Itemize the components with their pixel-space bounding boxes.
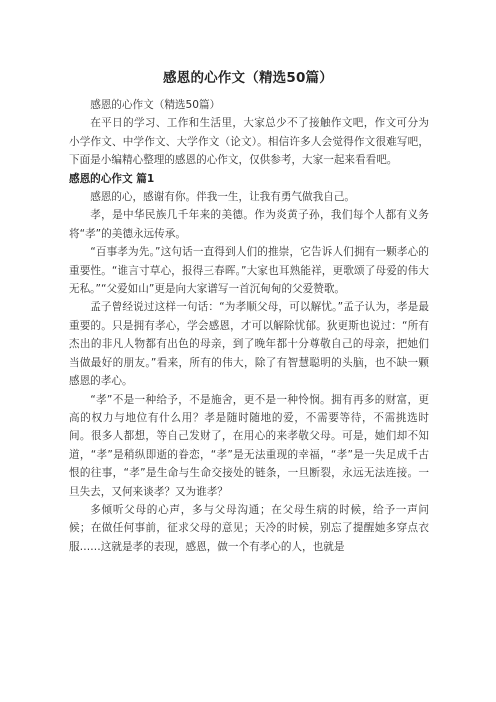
document-body — [69, 96, 429, 556]
section-heading: 感恩的心作文 篇1 — [69, 172, 155, 185]
body-paragraph: 孝，是中华民族几千年来的美德。作为炎黄子孙，我们每个人都有义务将“孝”的美德永远传承。 — [69, 209, 429, 240]
body-paragraph: 孟子曾经说过这样一句话：“为孝顺父母，可以解忧。”孟子认为，孝是最重要的。只是拥有孝心，学会感恩，才可以解除忧郁。狄更斯也说过：“所有杰出的非凡人物都有出色的母亲，到了晚年都十分尊敬自己的母亲，把她们当做最好的朋友。”看来，所有的伟大，除了有智慧聪明的头脑，也不缺一颗感恩的孝心。 — [69, 301, 429, 388]
body-paragraph: “孝”不是一种给予，不是施舍，更不是一种怜悯。拥有再多的财富，更高的权力与地位有什么用？孝是随时随地的爱，不需要等待，不需挑选时间。很多人都想，等自己发财了，在用心的来孝敬父母。可是，她们却不知道，“孝”是稍纵即逝的眷恋，“孝”是无法重现的幸福，“孝”是一失足成千古恨的往事，“孝”是生命与生命交接处的链条，一旦断裂，永远无法连接。一旦失去，又何来谈孝？又为谁孝？ — [69, 393, 429, 498]
body-paragraph: 多倾听父母的心声，多与父母沟通；在父母生病的时候，给予一声问候；在做任何事前，征求父母的意见；天冷的时候，别忘了提醒她多穿点衣服……这就是孝的表现，感恩，做一个有孝心的人，也就是 — [69, 503, 429, 553]
document-title: 感恩的心作文（精选50篇） — [163, 70, 333, 86]
subtitle-paragraph: 感恩的心作文（精选50篇） — [90, 99, 221, 111]
body-paragraph: “百事孝为先。”这句话一直得到人们的推崇，它告诉人们拥有一颗孝心的重要性。“谁言寸草心，报得三春晖。”大家也耳熟能祥，更歌颂了母爱的伟大无私。”“父爱如山”更是向大家谱写一首沉甸甸的父爱赞歌。 — [69, 246, 429, 296]
body-paragraph: 在平日的学习、工作和生活里，大家总少不了接触作文吧，作文可分为小学作文、中学作文、大学作文（论文）。相信许多人会觉得作文很难写吧，下面是小编精心整理的感恩的心作文，仅供参考，大家一起来看看吧。 — [69, 117, 429, 167]
body-paragraph: 感恩的心，感谢有你。伴我一生，让我有勇气做我自己。 — [90, 191, 356, 204]
